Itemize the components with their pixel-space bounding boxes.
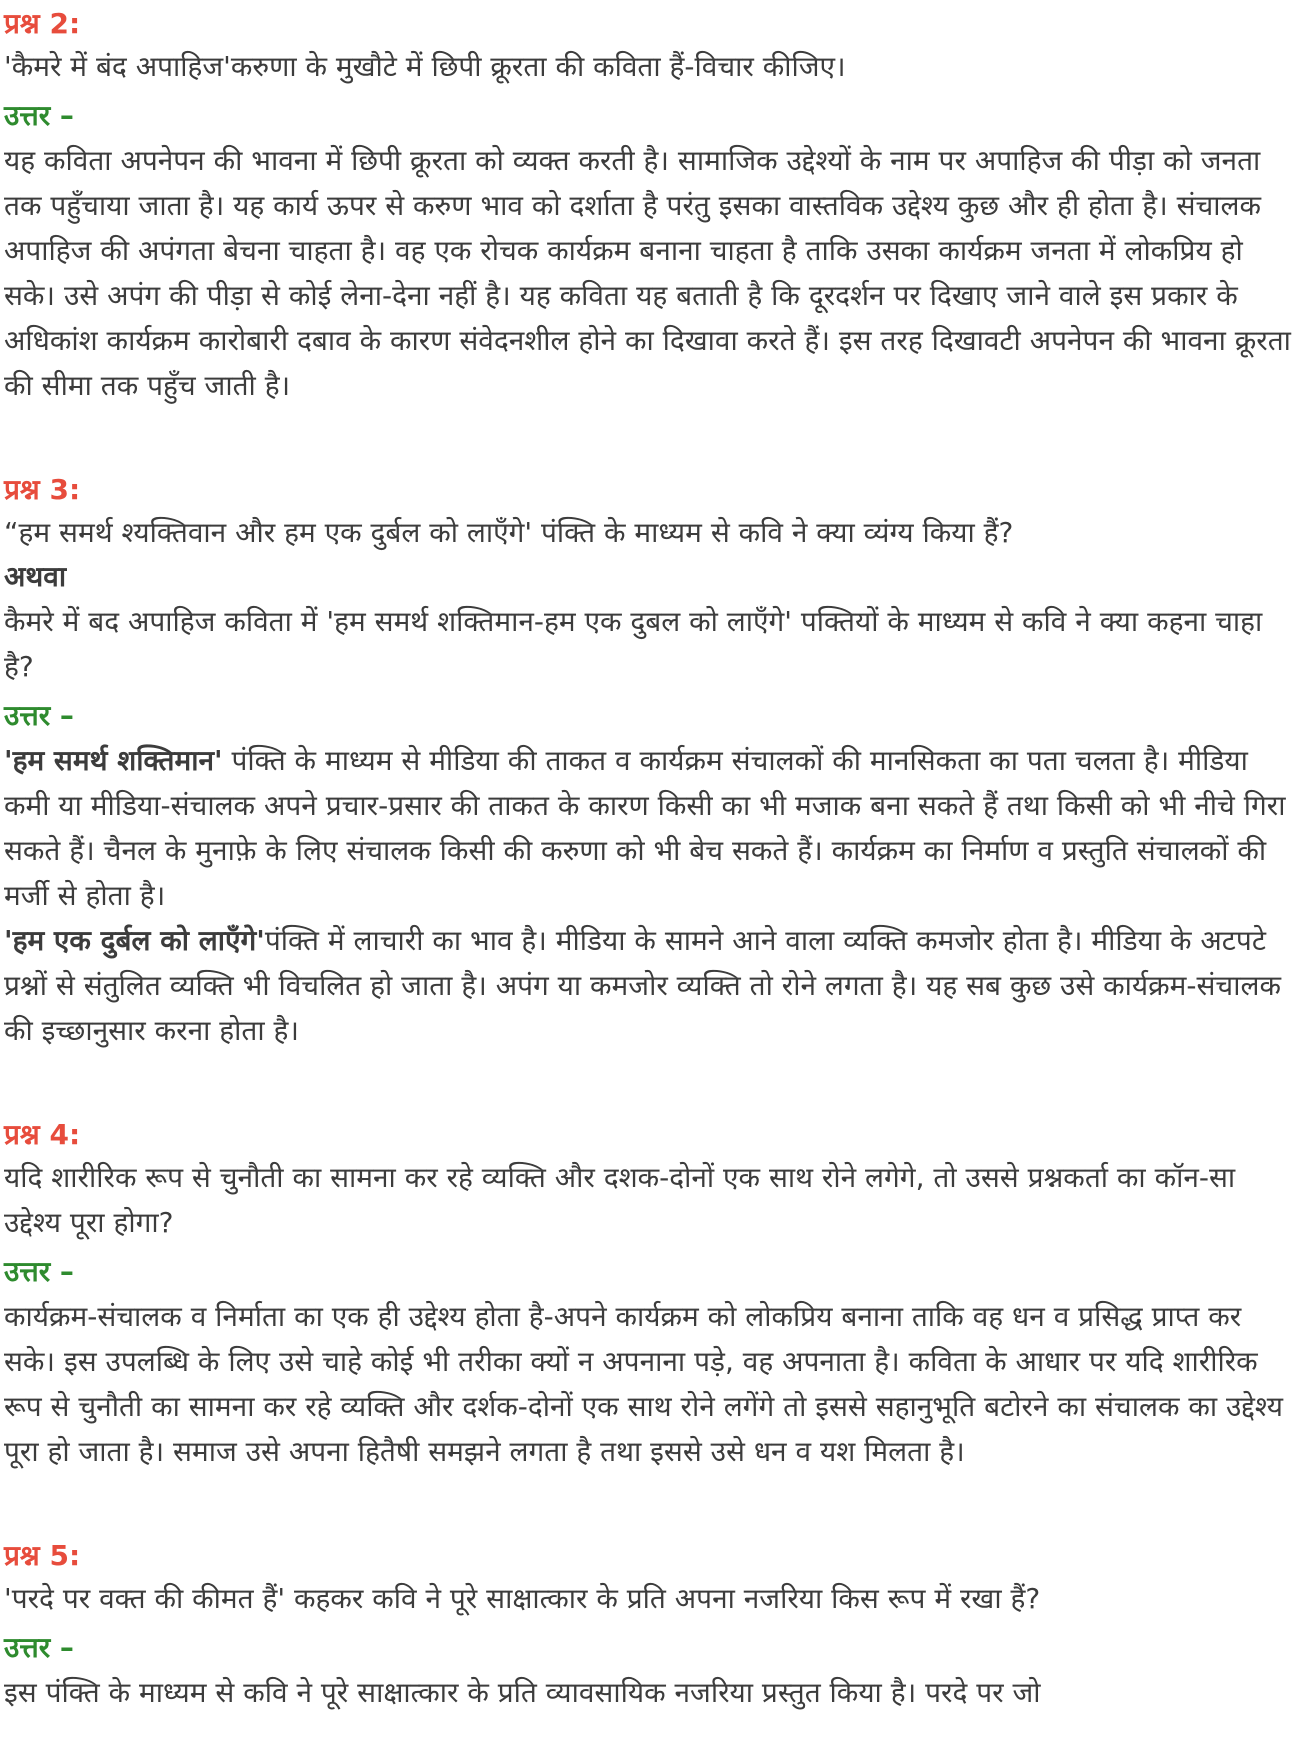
question-text: “हम समर्थ श्यक्तिवान और हम एक दुर्बल को लाएँगे' पंक्ति के माध्यम से कवि ने क्या व्यंग्य किया हैं? bbox=[4, 516, 1014, 549]
qa-sections bbox=[4, 4, 1291, 1715]
qa-section bbox=[4, 1536, 1291, 1715]
answer-label: उत्तर – bbox=[4, 1255, 74, 1288]
answer-text: पंक्ति के माध्यम से मीडिया की ताकत व कार्यक्रम संचालकों की मानसिकता का पता चलता है। मीडिया कमी या मीडिया-संचालक अपने प्रचार-प्रसार की ताकत के कारण किसी का भी मजाक बना सकते हैं तथा किसी को भी नीचे गिरा सकते हैं। चैनल के मुनाफ़े के लिए संचालक किसी की करुणा को भी बेच सकते हैं। कार्यक्रम का निर्माण व प्रस्तुति संचालकों की मर्जी से होता है। bbox=[4, 744, 1286, 912]
question-label: प्रश्न 2: bbox=[4, 7, 81, 40]
answer-paragraph: यह कविता अपनेपन की भावना में छिपी क्रूरता को व्यक्त करती है। सामाजिक उद्देश्यों के नाम पर अपाहिज की पीड़ा को जनता तक पहुँचाया जाता है। यह कार्य ऊपर से करुण भाव को दर्शाता है परंतु इसका वास्तविक उद्देश्य कुछ और ही होता है। संचालक अपाहिज की अपंगता बेचना चाहता है। वह एक रोचक कार्यक्रम बनाना चाहता है ताकि उसका कार्यक्रम जनता में लोकप्रिय हो सके। उसे अपंग की पीड़ा से कोई लेना-देना नहीं है। यह कविता यह बताती है कि दूरदर्शन पर दिखाए जाने वाले इस प्रकार के अधिकांश कार्यक्रम कारोबारी दबाव के कारण संवेदनशील होने का दिखावा करते हैं। इस तरह दिखावटी अपनेपन की भावना क्रूरता की सीमा तक पहुँच जाती है। bbox=[4, 144, 1291, 402]
answer-paragraph: कार्यक्रम-संचालक व निर्माता का एक ही उद्देश्य होता है-अपने कार्यक्रम को लोकप्रिय बनाना ताकि वह धन व प्रसिद्ध प्राप्त कर सके। इस उपलब्धि के लिए उसे चाहे कोई भी तरीका क्यों न अपनाना पड़े, वह अपनाता है। कविता के आधार पर यदि शारीरिक रूप से चुनौती का सामना कर रहे व्यक्ति और दर्शक-दोनों एक साथ रोने लगेंगे तो इससे सहानुभूति बटोरने का संचालक का उद्देश्य पूरा हो जाता है। समाज उसे अपना हितैषी समझने लगता है तथा इससे उसे धन व यश मिलता है। bbox=[4, 1300, 1284, 1468]
answer-lead-quote: 'हम समर्थ शक्तिमान' bbox=[4, 744, 223, 777]
answer-paragraph: इस पंक्ति के माध्यम से कवि ने पूरे साक्षात्कार के प्रति व्यावसायिक नजरिया प्रस्तुत किया है। परदे पर जो bbox=[4, 1676, 1041, 1709]
question-label: प्रश्न 4: bbox=[4, 1118, 81, 1151]
answer-paragraph bbox=[4, 738, 1291, 918]
answer-lead-quote: 'हम एक दुर्बल को लाएँगे' bbox=[4, 924, 265, 957]
qa-section bbox=[4, 1115, 1291, 1474]
question-label: प्रश्न 3: bbox=[4, 473, 81, 506]
answer-label: उत्तर – bbox=[4, 99, 74, 132]
question-label: प्रश्न 5: bbox=[4, 1539, 81, 1572]
answer-paragraph bbox=[4, 918, 1291, 1053]
question-text: 'परदे पर वक्त की कीमत हैं' कहकर कवि ने पूरे साक्षात्कार के प्रति अपना नजरिया किस रूप में रखा हैं? bbox=[4, 1582, 1041, 1615]
answer-text: पंक्ति में लाचारी का भाव है। मीडिया के सामने आने वाला व्यक्ति कमजोर होता है। मीडिया के अटपटे प्रश्नों से संतुलित व्यक्ति भी विचलित हो जाता है। अपंग या कमजोर व्यक्ति तो रोने लगता है। यह सब कुछ उसे कार्यक्रम-संचालक की इच्छानुसार करना होता है। bbox=[4, 924, 1281, 1047]
question-text: 'कैमरे में बंद अपाहिज'करुणा के मुखौटे में छिपी क्रूरता की कविता हैं-विचार कीजिए। bbox=[4, 50, 846, 83]
question-alternative-label: अथवा bbox=[4, 560, 67, 593]
qa-section bbox=[4, 470, 1291, 1053]
answer-label: उत्तर – bbox=[4, 1631, 74, 1664]
question-text: यदि शारीरिक रूप से चुनौती का सामना कर रहे व्यक्ति और दशक-दोनों एक साथ रोने लगेगे, तो उससे प्रश्नकर्ता का कॉन-सा उद्देश्य पूरा होगा? bbox=[4, 1161, 1236, 1239]
question-text: कैमरे में बद अपाहिज कविता में 'हम समर्थ शक्तिमान-हम एक दुबल को लाएँगे' पक्तियों के माध्यम से कवि ने क्या कहना चाहा है? bbox=[4, 605, 1263, 683]
answer-label: उत्तर – bbox=[4, 699, 74, 732]
qa-section bbox=[4, 4, 1291, 408]
